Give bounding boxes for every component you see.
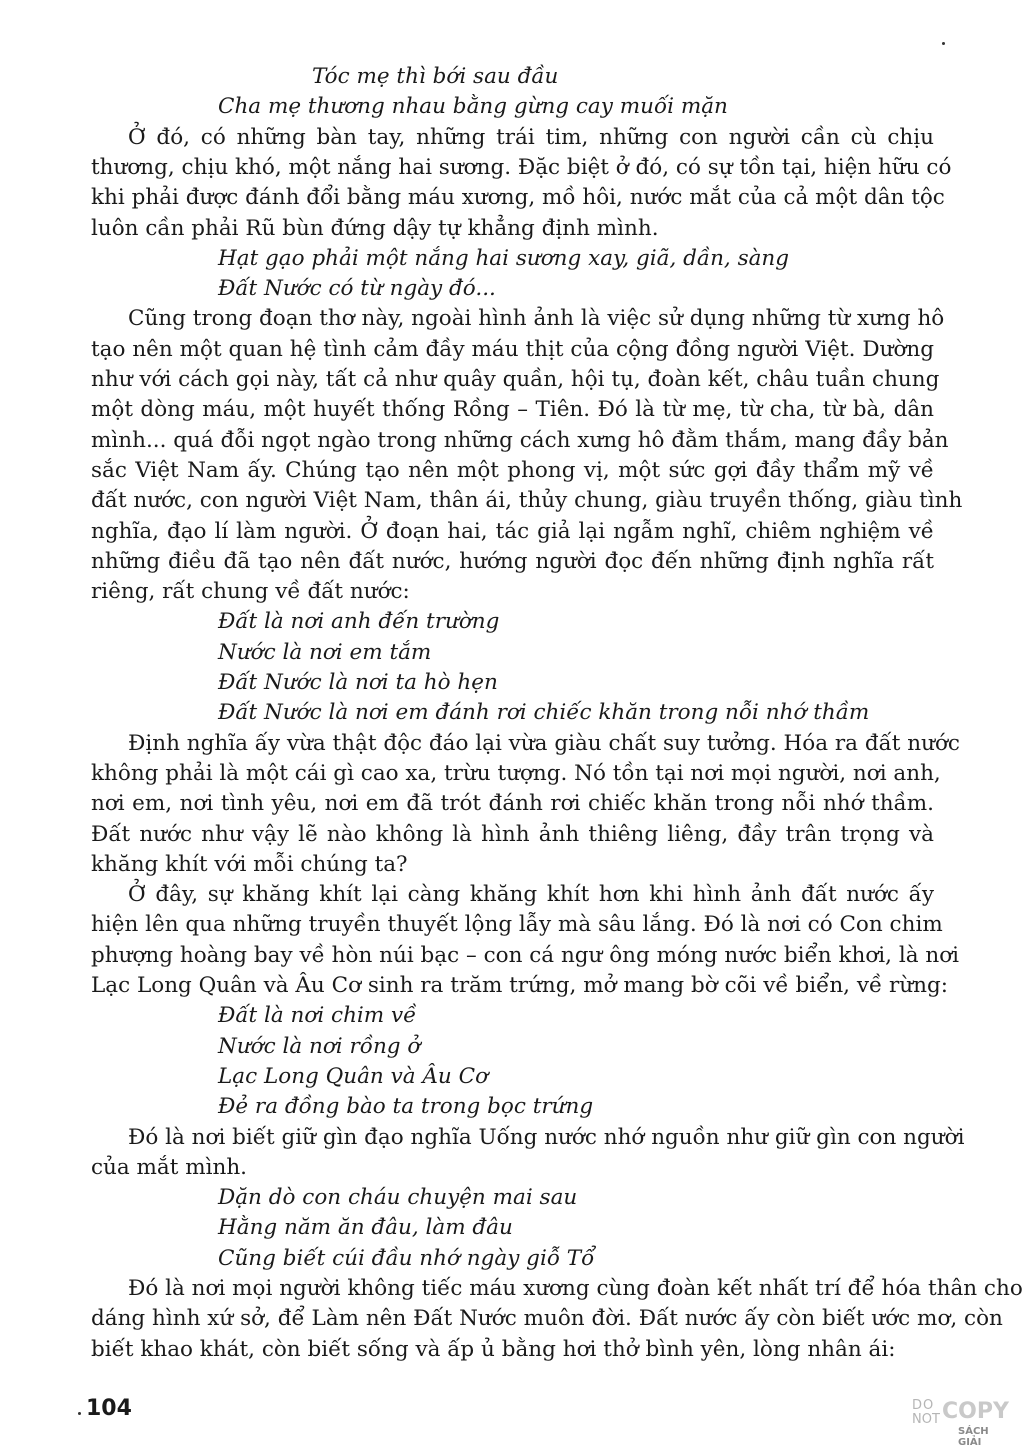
poem-line: Đất là nơi chim về bbox=[218, 1003, 417, 1029]
poem-line: Đẻ ra đồng bào ta trong bọc trứng bbox=[218, 1094, 594, 1120]
poem-line: Cũng biết cúi đầu nhớ ngày giỗ Tổ bbox=[218, 1245, 595, 1271]
prose-line: hiện lên qua những truyền thuyết lộng lẫy mà sâu lắng. Đó là nơi có Con chim bbox=[91, 912, 943, 938]
prose-line: Ở đây, sự khăng khít lại càng khăng khít hơn khi hình ảnh đất nước ấy bbox=[128, 882, 934, 908]
prose-line: riêng, rất chung về đất nước: bbox=[91, 579, 410, 605]
poem-line: Dặn dò con cháu chuyện mai sau bbox=[218, 1185, 578, 1211]
prose-line: mình... quá đỗi ngọt ngào trong những cách xưng hô đằm thắm, mang đầy bản bbox=[91, 427, 949, 453]
prose-line: biết khao khát, còn biết sống và ấp ủ bằng hơi thở bình yên, lòng nhân ái: bbox=[91, 1336, 896, 1362]
page-number: 104 bbox=[86, 1396, 132, 1421]
prose-line: Đó là nơi mọi người không tiếc máu xương cùng đoàn kết nhất trí để hóa thân cho bbox=[128, 1276, 1023, 1301]
page-mark bbox=[942, 42, 945, 45]
prose-line: tạo nên một quan hệ tình cảm đầy máu thịt của cộng đồng người Việt. Dường bbox=[91, 336, 934, 362]
prose-line: sắc Việt Nam ấy. Chúng tạo nên một phong vị, một sức gợi đầy thẩm mỹ về bbox=[91, 457, 934, 483]
watermark-brand: SÁCH GIẢI bbox=[958, 1426, 989, 1448]
poem-line: Đất Nước là nơi em đánh rơi chiếc khăn trong nỗi nhớ thầm bbox=[218, 700, 870, 726]
poem-line: Đất là nơi anh đến trường bbox=[218, 609, 500, 635]
prose-line: đất nước, con người Việt Nam, thân ái, thủy chung, giàu truyền thống, giàu tình bbox=[91, 488, 963, 514]
prose-line: luôn cần phải Rũ bùn đứng dậy tự khẳng định mình. bbox=[91, 215, 659, 241]
watermark-do: DO bbox=[912, 1398, 935, 1413]
prose-line: của mắt mình. bbox=[91, 1154, 248, 1180]
prose-line: một dòng máu, một huyết thống Rồng – Tiên. Đó là từ mẹ, từ cha, từ bà, dân bbox=[91, 397, 934, 423]
prose-line: nghĩa, đạo lí làm người. Ở đoạn hai, tác giả lại ngẫm nghĩ, chiêm nghiệm về bbox=[91, 518, 934, 544]
prose-line: Định nghĩa ấy vừa thật độc đáo lại vừa giàu chất suy tưởng. Hóa ra đất nước bbox=[128, 730, 960, 756]
watermark-not: NOT bbox=[912, 1412, 940, 1427]
prose-line: như với cách gọi này, tất cả như quây quần, hội tụ, đoàn kết, châu tuần chung bbox=[91, 367, 940, 392]
poem-line: Đất Nước có từ ngày đó... bbox=[218, 276, 496, 302]
prose-line: Đó là nơi biết giữ gìn đạo nghĩa Uống nước nhớ nguồn như giữ gìn con người bbox=[128, 1124, 965, 1150]
prose-line: phượng hoàng bay về hòn núi bạc – con cá ngư ông móng nước biển khơi, là nơi bbox=[91, 942, 960, 968]
poem-line: Tóc mẹ thì bới sau đầu bbox=[312, 64, 559, 89]
page-mark bbox=[78, 1412, 81, 1415]
prose-line: khăng khít với mỗi chúng ta? bbox=[91, 851, 408, 877]
poem-line: Đất Nước là nơi ta hò hẹn bbox=[218, 670, 498, 695]
prose-line: nơi em, nơi tình yêu, nơi em đã trót đánh rơi chiếc khăn trong nỗi nhớ thầm. bbox=[91, 791, 934, 817]
prose-line: Ở đó, có những bàn tay, những trái tim, những con người cần cù chịu bbox=[128, 124, 934, 150]
prose-line: thương, chịu khó, một nắng hai sương. Đặc biệt ở đó, có sự tồn tại, hiện hữu có bbox=[91, 154, 952, 180]
watermark-copy: COPY bbox=[942, 1399, 1009, 1424]
poem-line: Hằng năm ăn đâu, làm đâu bbox=[218, 1215, 513, 1241]
watermark-logo bbox=[910, 1398, 1009, 1448]
prose-line: Cũng trong đoạn thơ này, ngoài hình ảnh là việc sử dụng những từ xưng hô bbox=[128, 306, 945, 332]
prose-line: Đất nước như vậy lẽ nào không là hình ảnh thiêng liêng, đầy trân trọng và bbox=[91, 821, 934, 847]
poem-line: Nước là nơi em tắm bbox=[218, 639, 432, 665]
prose-line: Lạc Long Quân và Âu Cơ sinh ra trăm trứng, mở mang bờ cõi về biển, về rừng: bbox=[91, 973, 949, 998]
prose-line: dáng hình xứ sở, để Làm nên Đất Nước muôn đời. Đất nước ấy còn biết ước mơ, còn bbox=[91, 1306, 1003, 1332]
prose-line: những điều đã tạo nên đất nước, hướng người đọc đến những định nghĩa rất bbox=[91, 548, 934, 574]
poem-line: Nước là nơi rồng ở bbox=[218, 1033, 421, 1059]
prose-line: khi phải được đánh đổi bằng máu xương, mồ hôi, nước mắt của cả một dân tộc bbox=[91, 185, 945, 211]
poem-line: Cha mẹ thương nhau bằng gừng cay muối mặn bbox=[218, 94, 728, 120]
poem-line: Lạc Long Quân và Âu Cơ bbox=[218, 1063, 489, 1089]
poem-line: Hạt gạo phải một nắng hai sương xay, giã, dần, sàng bbox=[218, 245, 790, 271]
prose-line: không phải là một cái gì cao xa, trừu tượng. Nó tồn tại nơi mọi người, nơi anh, bbox=[91, 760, 941, 786]
